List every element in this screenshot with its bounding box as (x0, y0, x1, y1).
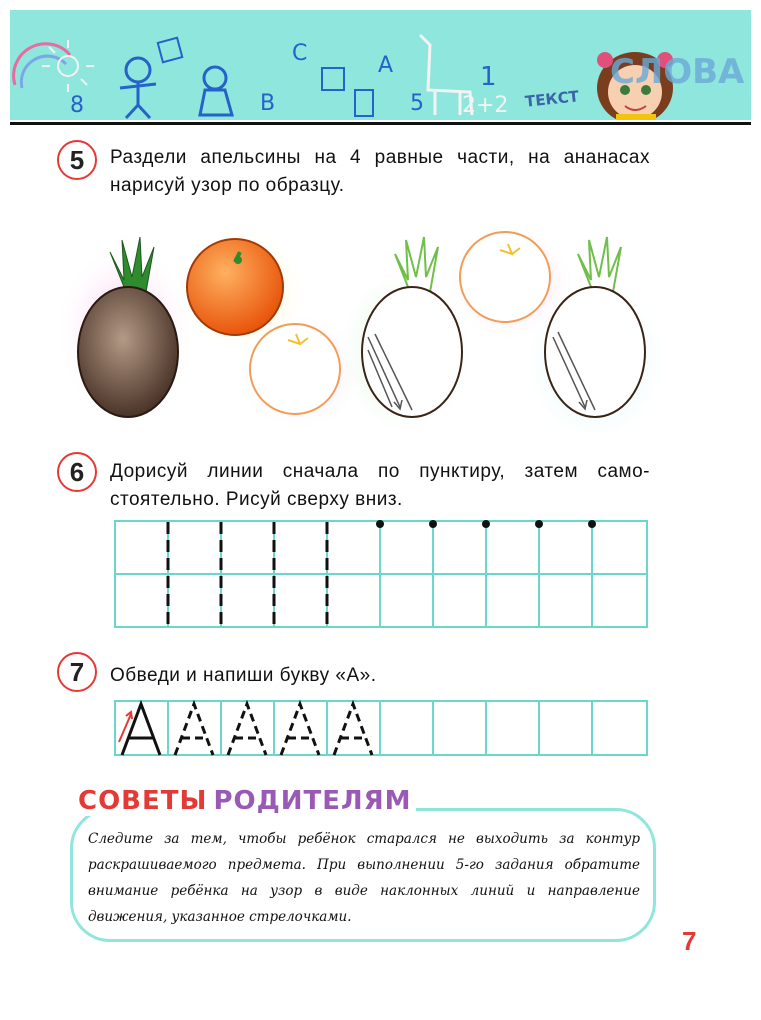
task-7-text: Обведи и напиши букву «А». (110, 665, 377, 686)
advice-title (78, 786, 416, 816)
line-tracing-grid (114, 520, 650, 630)
task-number-5: 5 (57, 140, 97, 180)
header-rule (10, 122, 751, 125)
advice-title-part1: СОВЕТЫ (78, 786, 213, 816)
svg-text:8: 8 (70, 93, 84, 118)
start-dot (376, 520, 384, 528)
advice-title-part2: РОДИТЕЛЯМ (213, 786, 415, 816)
start-dot (588, 520, 596, 528)
task-5-text: Раздели апельсины на 4 равные части, на ананасах нарисуй узор по образцу. (110, 147, 650, 196)
advice-text: Следите за тем, чтобы ребёнок старался не выходить за контур раскрашиваемого предмета. При выполнении 5-го задания обратите внимание ребёнка на узор в виде наклонных линий и направление движения, указанное стрелочками. (88, 831, 640, 925)
letter-a-dashed (281, 704, 319, 755)
letter-tracing-grid (114, 700, 650, 758)
svg-text:5: 5 (410, 91, 424, 116)
svg-text:2+2: 2+2 (462, 93, 509, 118)
svg-text:А: А (378, 53, 394, 78)
start-dot (482, 520, 490, 528)
doodle-letter: С (292, 41, 308, 66)
doodle-word-text: ТЕКСТ (524, 87, 580, 111)
start-dot (535, 520, 543, 528)
letter-a-dashed (175, 704, 213, 755)
orange-outline-icon (460, 232, 550, 322)
svg-text:В: В (260, 91, 276, 116)
orange-colored-icon (187, 239, 283, 335)
header-banner (10, 10, 751, 120)
fruits-illustration (50, 222, 670, 432)
start-dot (429, 520, 437, 528)
orange-outline-icon (250, 324, 340, 414)
letter-a-sample (122, 704, 160, 755)
letter-a-dashed (334, 704, 372, 755)
svg-text:1: 1 (480, 62, 497, 92)
task-6-text: Дорисуй линии сначала по пунктиру, затем само-стоятельно. Рисуй сверху вниз. (110, 461, 650, 510)
pineapple-outline-icon (362, 237, 462, 417)
letter-a-dashed (228, 704, 266, 755)
task-number-6: 6 (57, 452, 97, 492)
page-number: 7 (682, 926, 697, 956)
task-number-7: 7 (57, 652, 97, 692)
doodle-word-slova: СЛОВА (610, 52, 745, 92)
